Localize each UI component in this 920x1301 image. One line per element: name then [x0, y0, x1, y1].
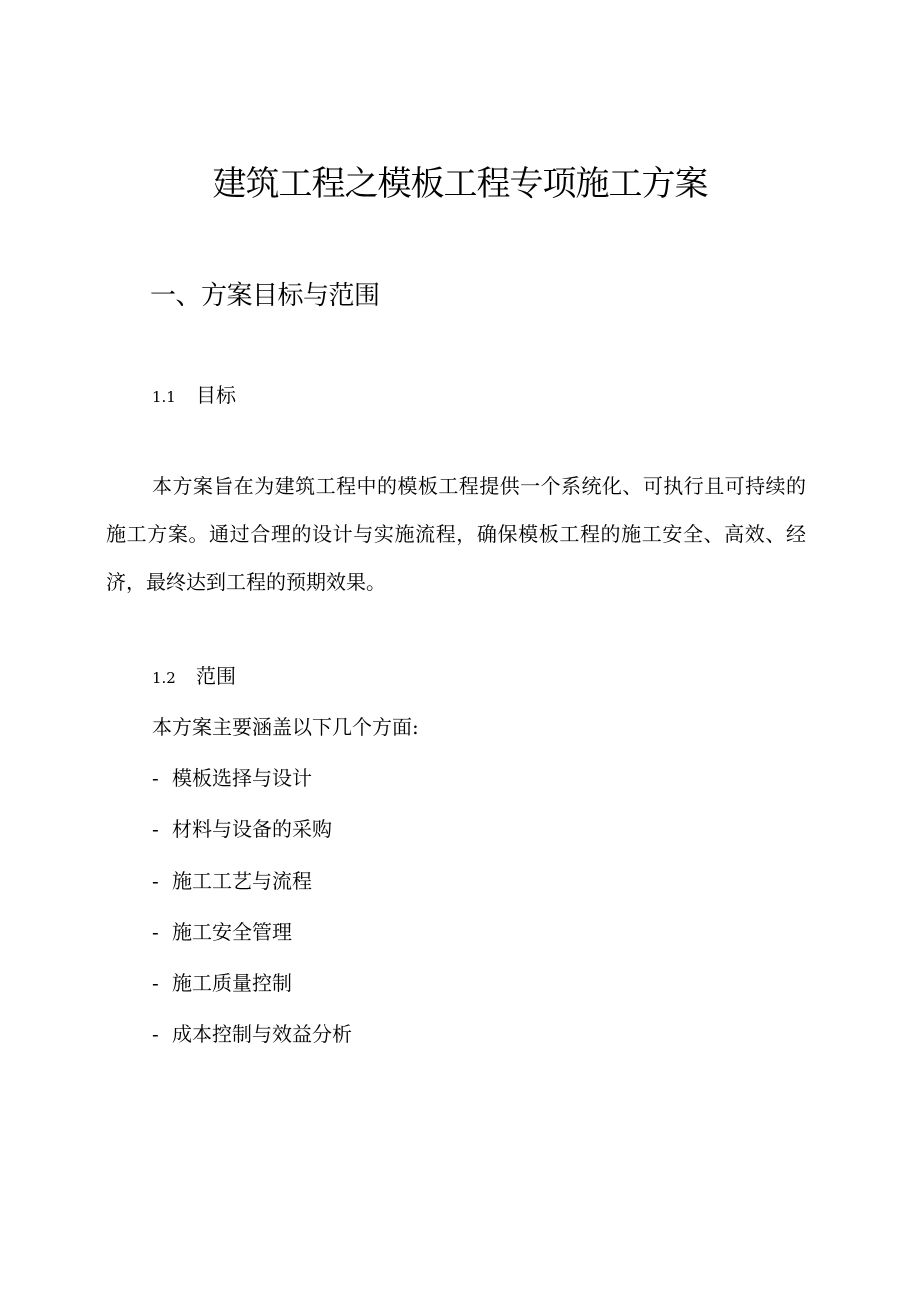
bullet-dash: -: [152, 868, 159, 893]
subsection-heading-scope: [152, 661, 236, 693]
list-item: [152, 814, 352, 865]
subsection-number: 1.2: [152, 669, 176, 687]
list-item: [152, 763, 352, 814]
bullet-dash: -: [152, 1022, 159, 1047]
list-item-text: 施工质量控制: [172, 971, 292, 996]
list-item-text: 施工安全管理: [172, 919, 292, 944]
document-title: 建筑工程之模板工程专项施工方案: [212, 164, 708, 204]
section-heading: 一、方案目标与范围: [150, 281, 380, 311]
goal-paragraph: 本方案旨在为建筑工程中的模板工程提供一个系统化、可执行且可持续的施工方案。通过合理的设计与实施流程，确保模板工程的施工安全、高效、经济，最终达到工程的预期效果。: [106, 474, 806, 594]
list-item: [152, 968, 352, 1019]
list-item-text: 施工工艺与流程: [172, 868, 312, 893]
list-item-text: 成本控制与效益分析: [172, 1022, 352, 1047]
bullet-dash: -: [152, 817, 159, 842]
list-item: [152, 866, 352, 917]
bullet-dash: -: [152, 919, 159, 944]
subsection-number: 1.1: [152, 388, 176, 406]
list-item-text: 材料与设备的采购: [172, 817, 332, 842]
list-item: [152, 917, 352, 968]
list-item-text: 模板选择与设计: [172, 766, 312, 790]
bullet-dash: -: [152, 971, 159, 996]
list-item: [152, 1019, 352, 1070]
subsection-title: 范围: [196, 664, 236, 688]
scope-list: [152, 763, 352, 1071]
subsection-title: 目标: [196, 383, 236, 407]
bullet-dash: -: [152, 766, 159, 790]
scope-intro: 本方案主要涵盖以下几个方面:: [152, 715, 419, 739]
subsection-heading-goal: [152, 380, 236, 412]
